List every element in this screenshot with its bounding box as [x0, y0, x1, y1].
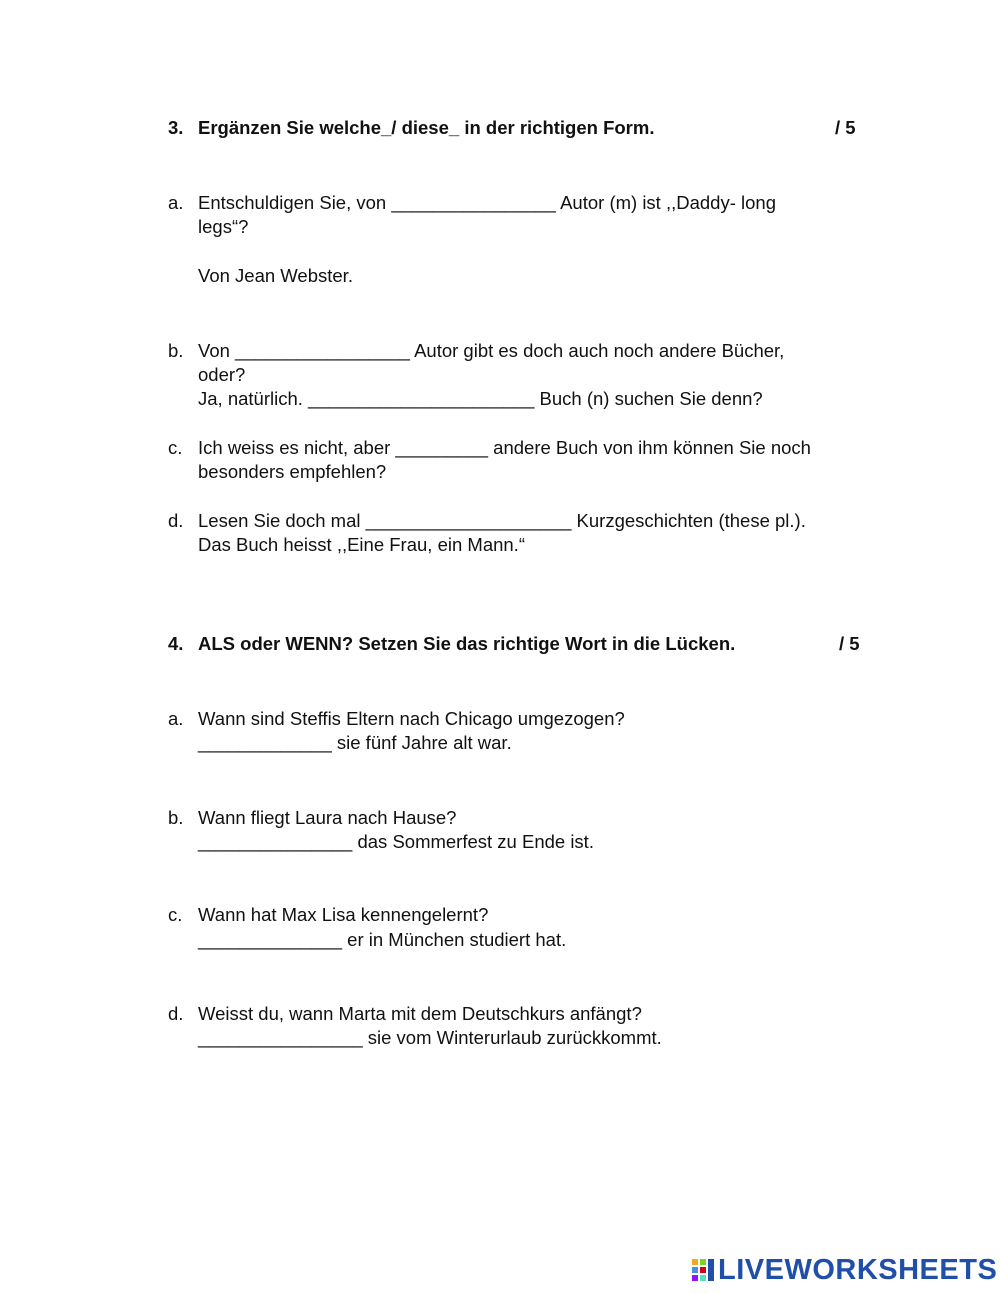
item-marker: c.: [168, 437, 183, 458]
item-answer-blank: ______________ er in München studiert hat.: [198, 929, 567, 950]
item-text-line: Das Buch heisst ,,Eine Frau, ein Mann.“: [198, 534, 525, 555]
section-4-title: ALS oder WENN? Setzen Sie das richtige Wort in die Lücken.: [198, 633, 736, 654]
item-marker: a.: [168, 708, 184, 729]
section-4-number: 4.: [168, 633, 184, 654]
item-marker: b.: [168, 807, 184, 828]
item-text-line: Ich weiss es nicht, aber _________ andere Buch von ihm können Sie noch: [198, 437, 811, 458]
item-answer-line: Von Jean Webster.: [198, 265, 353, 286]
item-marker: d.: [168, 510, 184, 531]
item-question: Wann sind Steffis Eltern nach Chicago umgezogen?: [198, 708, 625, 729]
item-answer-blank: _______________ das Sommerfest zu Ende ist.: [198, 831, 594, 852]
liveworksheets-logo-icon: [692, 1259, 714, 1281]
section-4-score: / 5: [839, 633, 860, 654]
item-text-line: besonders empfehlen?: [198, 461, 387, 482]
item-question: Wann fliegt Laura nach Hause?: [198, 807, 457, 828]
section-3-number: 3.: [168, 117, 184, 138]
section-3-score: / 5: [835, 117, 856, 138]
item-text-line: legs“?: [198, 216, 249, 237]
liveworksheets-logo[interactable]: [692, 1255, 997, 1285]
item-text-line: Entschuldigen Sie, von ________________ Autor (m) ist ,,Daddy- long: [198, 192, 776, 213]
item-marker: d.: [168, 1003, 184, 1024]
item-text-line: oder?: [198, 364, 246, 385]
item-text-line: Lesen Sie doch mal ____________________ Kurzgeschichten (these pl.).: [198, 510, 806, 531]
item-answer-blank: _____________ sie fünf Jahre alt war.: [198, 732, 512, 753]
item-text-line: Von _________________ Autor gibt es doch auch noch andere Bücher,: [198, 340, 785, 361]
item-text-line: Ja, natürlich. ______________________ Buch (n) suchen Sie denn?: [198, 388, 763, 409]
section-3-title: Ergänzen Sie welche_/ diese_ in der richtigen Form.: [198, 117, 655, 138]
item-marker: c.: [168, 904, 183, 925]
item-question: Weisst du, wann Marta mit dem Deutschkurs anfängt?: [198, 1003, 642, 1024]
item-marker: b.: [168, 340, 184, 361]
item-marker: a.: [168, 192, 184, 213]
item-answer-blank: ________________ sie vom Winterurlaub zurückkommt.: [198, 1027, 662, 1048]
item-question: Wann hat Max Lisa kennengelernt?: [198, 904, 489, 925]
liveworksheets-logo-text: LIVEWORKSHEETS: [718, 1254, 998, 1286]
